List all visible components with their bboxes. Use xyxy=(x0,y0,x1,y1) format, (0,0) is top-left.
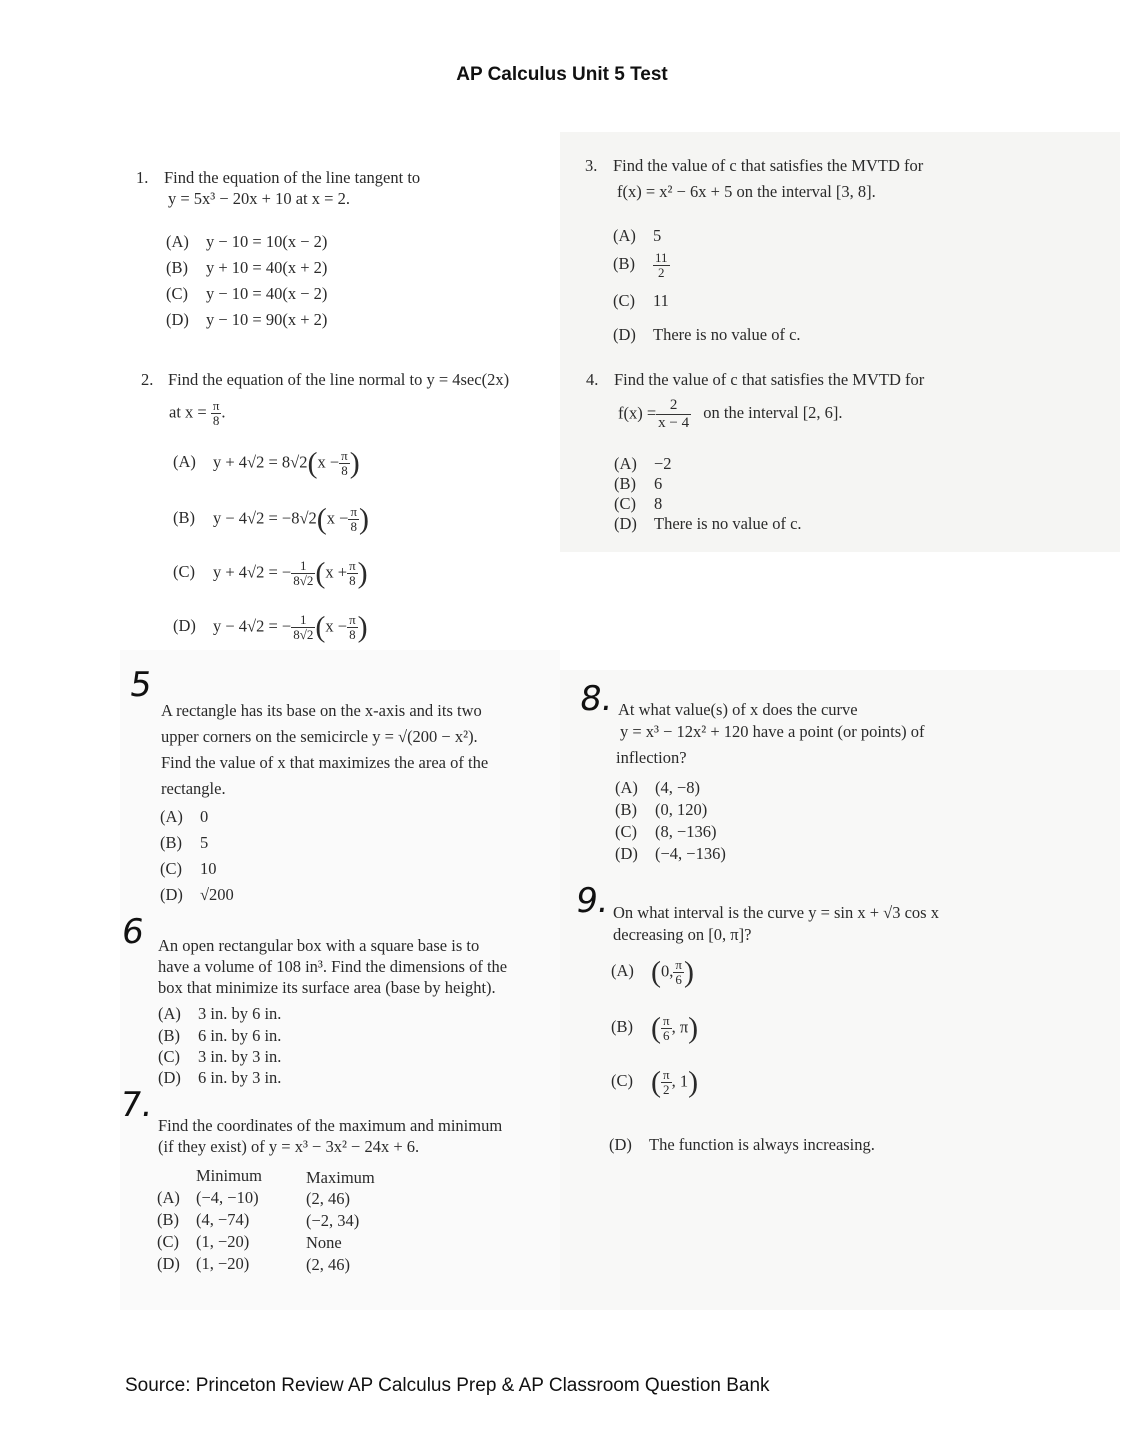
header-maximum: Maximum xyxy=(306,1168,375,1187)
option-b: (B) 5 xyxy=(160,833,209,852)
question-text: Find the value of c that satisfies the MVTD for xyxy=(613,156,924,175)
option-a: (A) 0 xyxy=(160,807,209,826)
question-text: On what interval is the curve y = sin x + √3 cos x xyxy=(613,903,939,922)
question-text-line-3: Find the value of x that maximizes the area of the xyxy=(161,753,489,772)
option-d: (D) √200 xyxy=(160,885,234,904)
option-a: (A) −2 xyxy=(614,454,672,473)
option-a: (A) 5 xyxy=(613,226,662,245)
option-b: (B) y + 10 = 40(x + 2) xyxy=(166,258,328,277)
question-9 xyxy=(573,881,1096,1166)
question-text-line-4: rectangle. xyxy=(161,779,226,798)
question-3 xyxy=(585,155,1105,355)
option-b: (B) 6 in. by 6 in. xyxy=(158,1026,282,1045)
option-c: (C) ( $\frac{\pi}{2}$ , 1) xyxy=(611,1065,699,1099)
question-1 xyxy=(136,167,556,337)
question-equation: (if they exist) of y = x³ − 3x² − 24x + 6. xyxy=(158,1137,420,1156)
option-c: (C) y − 10 = 40(x − 2) xyxy=(166,284,328,303)
question-7: 7. Find the coordinates of the maximum and minimum (if they exist) of y = x³ − 3x² − 24x + 6. Minimum Maximum (A) (−4, −10) (2, 46) (B) (4, −74) (−2, 34) (C) (1, −20) None (D) (1, −20) (2, 46) xyxy=(117,1085,503,1274)
question-text-line-3: box that minimize its surface area (base by height). xyxy=(158,978,496,997)
handwritten-question-number: 9. xyxy=(573,881,612,921)
question-text-line-2: decreasing on [0, π]? xyxy=(613,925,752,944)
option-a: (A) 3 in. by 6 in. xyxy=(158,1004,282,1023)
question-text-line-1: A rectangle has its base on the x-axis and its two xyxy=(161,701,482,720)
question-text-line-2: have a volume of 108 in³. Find the dimensions of the xyxy=(158,957,508,976)
option-d: (D) (−4, −136) xyxy=(615,844,726,863)
question-text: Find the equation of the line normal to y = 4sec(2x) xyxy=(168,370,510,389)
option-a: (A) (0, $\frac{\pi}{6}$ ) xyxy=(611,955,694,989)
option-b: (B) (0, 120) xyxy=(615,800,708,819)
question-equation: f(x) = x² − 6x + 5 on the interval [3, 8]. xyxy=(617,182,876,201)
question-point: at x = $\frac{\pi}{8}$ . xyxy=(169,398,226,428)
handwritten-question-number: 5 xyxy=(127,665,155,705)
question-2 xyxy=(141,369,561,659)
handwritten-question-number: 8. xyxy=(577,679,616,719)
question-number: 4. xyxy=(586,370,599,389)
option-a: (A) (4, −8) xyxy=(615,778,701,797)
question-text: Find the equation of the line tangent to xyxy=(164,168,421,187)
question-text: Find the value of c that satisfies the MVTD for xyxy=(614,370,925,389)
option-d: (D) There is no value of c. xyxy=(614,514,802,533)
handwritten-question-number: 7. xyxy=(117,1085,156,1125)
question-text-line-1: At what value(s) of x does the curve xyxy=(618,700,858,719)
question-text: Find the coordinates of the maximum and minimum xyxy=(158,1116,503,1135)
option-b: (B) y − 4√2 = −8√2(x − $\frac{\pi}{8}$ ) xyxy=(173,502,370,536)
question-text-line-2: upper corners on the semicircle y = √(200 − x²). xyxy=(161,727,478,746)
question-text-line-2: y = x³ − 12x² + 120 have a point (or points) of xyxy=(620,722,925,741)
option-a: (A) y + 4√2 = 8√2(x − $\frac{\pi}{8}$ ) xyxy=(173,446,360,480)
option-b: (B) 6 xyxy=(614,474,663,493)
question-equation: y = 5x³ − 20x + 10 at x = 2. xyxy=(168,189,350,208)
option-c: (C) y + 4√2 = − $\frac{1}{8√2}$ (x + $\frac{\pi}{8}$ ) xyxy=(173,556,368,590)
option-d: (D) y − 4√2 = − $\frac{1}{8√2}$ (x − $\frac{\pi}{8}$ ) xyxy=(173,610,368,644)
question-4 xyxy=(586,369,1106,539)
source-footer: Source: Princeton Review AP Calculus Prep & AP Classroom Question Bank xyxy=(125,1375,770,1396)
option-c: (C) 8 xyxy=(614,494,663,513)
option-b: (B) $\frac{11}{2}$ xyxy=(613,250,668,280)
question-text-line-3: inflection? xyxy=(616,748,687,767)
question-number: 1. xyxy=(136,168,149,187)
option-c: (C) 11 xyxy=(613,291,669,310)
option-c: (C) (8, −136) xyxy=(615,822,717,841)
option-a: (A) y − 10 = 10(x − 2) xyxy=(166,232,328,251)
option-d: (D) There is no value of c. xyxy=(613,325,801,344)
option-c: (C) 3 in. by 3 in. xyxy=(158,1047,282,1066)
question-number: 2. xyxy=(141,370,154,389)
question-6 xyxy=(119,912,552,1095)
page-title: AP Calculus Unit 5 Test xyxy=(456,64,668,85)
option-b: (B) ( $\frac{\pi}{6}$ , π) xyxy=(611,1011,699,1045)
question-8 xyxy=(577,679,1100,872)
option-c: (C) 10 xyxy=(160,859,217,878)
option-d: (D) The function is always increasing. xyxy=(609,1135,875,1154)
option-d: (D) y − 10 = 90(x + 2) xyxy=(166,310,328,329)
question-text-line-1: An open rectangular box with a square base is to xyxy=(158,936,480,955)
question-equation: f(x) = $\frac{2}{x - 4}$ on the interval [2, 6]. xyxy=(618,397,843,431)
option-d: (D) 6 in. by 3 in. xyxy=(158,1068,282,1087)
question-number: 3. xyxy=(585,156,598,175)
header-minimum: Minimum xyxy=(196,1166,263,1185)
handwritten-question-number: 6 xyxy=(119,912,147,952)
question-5 xyxy=(126,665,546,910)
